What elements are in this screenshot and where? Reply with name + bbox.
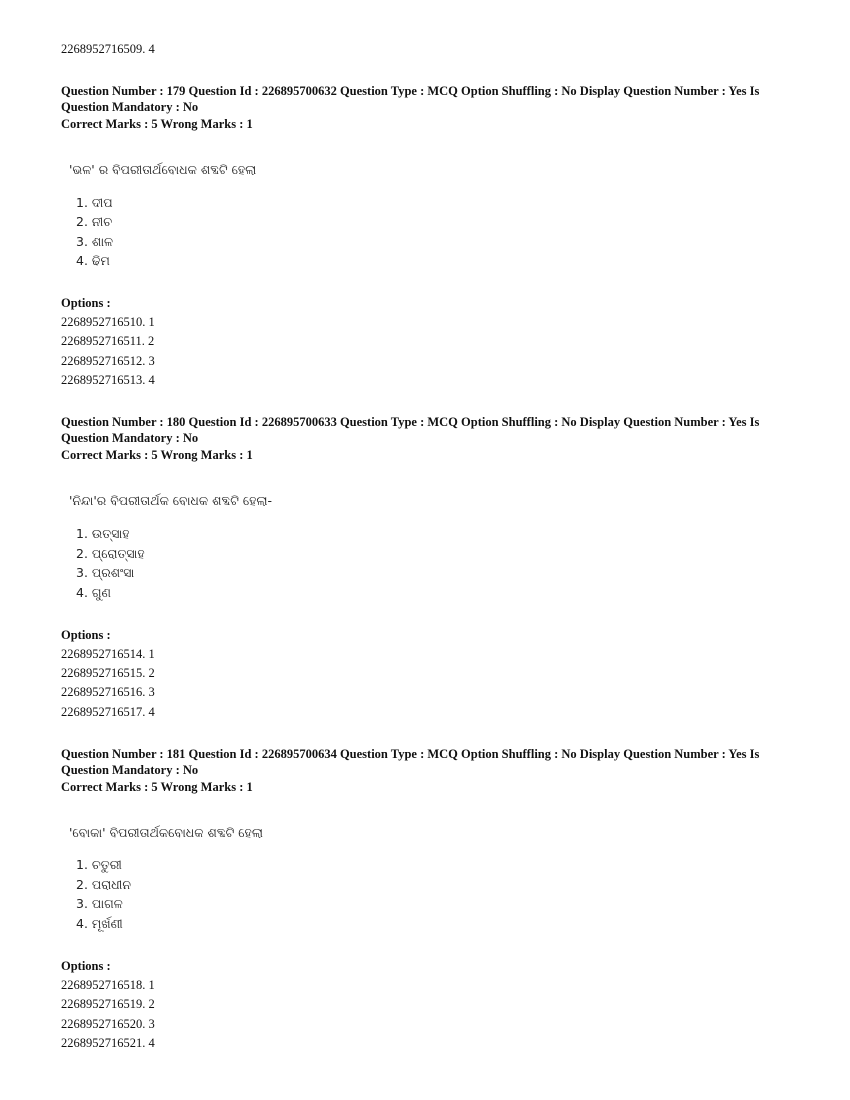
question-stem: 'ବୋକା' ବିପରୀତାର୍ଥକବୋଧକ ଶବ୍ଦଟି ହେଲା [69,825,263,840]
question-meta-line: Question Number : 179 Question Id : 226895700632 Question Type : MCQ Option Shuffling : No Display Question Number : Yes Is [61,84,760,98]
answer-choice: 3. ପାଗଳ [76,896,123,911]
answer-choice: 2. ପ୍ରୋତ୍ସାହ [76,546,145,561]
option-line: 2268952716516. 3 [61,685,155,699]
option-line: 2268952716510. 1 [61,315,155,329]
question-meta [61,414,796,446]
question-meta-line: Question Number : 180 Question Id : 226895700633 Question Type : MCQ Option Shuffling : No Display Question Number : Yes Is [61,415,760,429]
option-line: 2268952716517. 4 [61,705,155,719]
question-meta-line: Question Mandatory : No [61,100,199,114]
option-line: 2268952716520. 3 [61,1017,155,1031]
question-stem: 'ନିନ୍ଦା'ର ବିପରୀତାର୍ଥକ ବୋଧକ ଶବ୍ଦଟି ହେଲା- [69,493,273,508]
question-meta [61,746,796,778]
options-label: Options : [61,959,111,973]
option-line: 2268952716512. 3 [61,354,155,368]
option-line: 2268952716514. 1 [61,647,155,661]
answer-choice: 1. ଦୀପ [76,195,113,210]
option-line: 2268952716518. 1 [61,978,155,992]
option-line: 2268952716521. 4 [61,1036,155,1050]
option-line: 2268952716509. 4 [61,42,155,56]
marks-line: Correct Marks : 5 Wrong Marks : 1 [61,780,253,794]
answer-choice: 4. ମୂର୍ଖଣୀ [76,916,123,931]
question-stem: 'ଭଳ' ର ବିପରୀତାର୍ଥବୋଧକ ଶବ୍ଦଟି ହେଲା [69,162,257,177]
answer-choice: 2. ନୀଚ [76,214,113,229]
options-label: Options : [61,628,111,642]
option-line: 2268952716515. 2 [61,666,155,680]
question-meta-line: Question Number : 181 Question Id : 226895700634 Question Type : MCQ Option Shuffling : No Display Question Number : Yes Is [61,747,760,761]
option-line: 2268952716511. 2 [61,334,155,348]
option-line: 2268952716513. 4 [61,373,155,387]
answer-choice: 1. ଉତ୍ସାହ [76,526,130,541]
question-meta-line: Question Mandatory : No [61,763,199,777]
answer-choice: 1. ଚତୁରୀ [76,857,122,872]
options-label: Options : [61,296,111,310]
answer-choice: 4. ଗୁଣ [76,585,111,600]
answer-choice: 4. ଢିମ [76,253,110,268]
question-meta [61,83,796,115]
marks-line: Correct Marks : 5 Wrong Marks : 1 [61,117,253,131]
answer-choice: 3. ଶାଳ [76,234,114,249]
answer-choice: 3. ପ୍ରଶଂସା [76,565,135,580]
marks-line: Correct Marks : 5 Wrong Marks : 1 [61,448,253,462]
option-line: 2268952716519. 2 [61,997,155,1011]
answer-choice: 2. ପରାଧୀନ [76,877,131,892]
question-meta-line: Question Mandatory : No [61,431,199,445]
